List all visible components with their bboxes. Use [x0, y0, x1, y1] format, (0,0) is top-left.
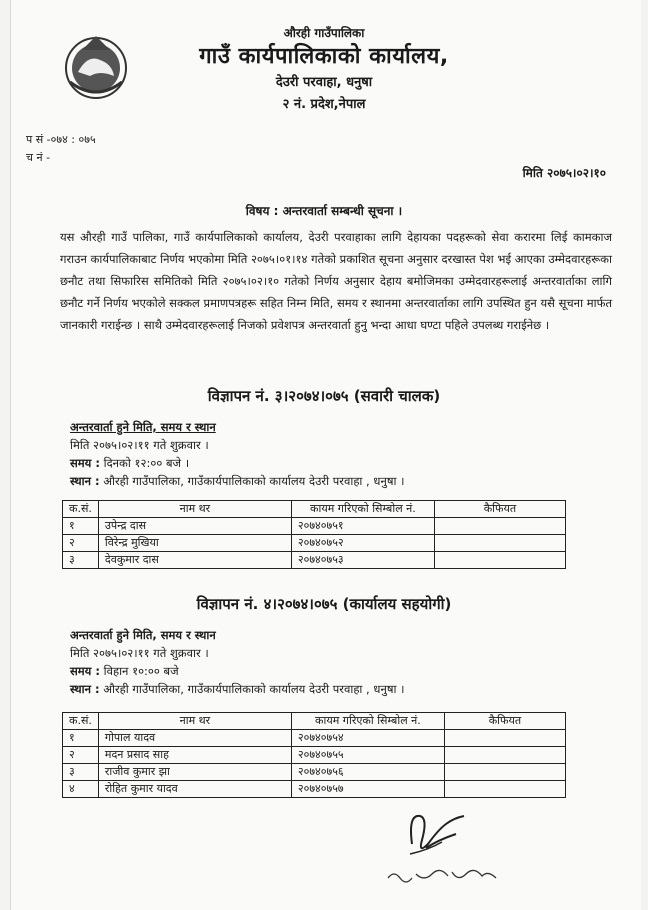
cell-serial: २ — [63, 747, 99, 764]
cell-name: मदन प्रसाद साह — [98, 747, 291, 764]
cell-remarks — [434, 518, 565, 535]
col-remarks: कैफियत — [444, 713, 565, 730]
col-serial: क.सं. — [63, 501, 99, 518]
cell-remarks — [444, 781, 565, 798]
ad-heading-office-assistant: विज्ञापन नं. ४।२०७४।०७५ (कार्यालय सहयोगी) — [196, 595, 452, 613]
municipality-name: औरही गाउँपालिका — [283, 26, 365, 40]
col-remarks: कैफियत — [434, 501, 565, 518]
cell-serial: ४ — [63, 781, 99, 798]
cell-name: देवकुमार दास — [98, 552, 291, 569]
cell-serial: ३ — [63, 764, 99, 781]
signatory-handwritten-name — [384, 864, 504, 888]
table-row — [63, 781, 566, 798]
cell-remarks — [434, 552, 565, 569]
signature-icon — [398, 804, 478, 864]
reference-number: प सं -०७४ : ०७५ — [26, 133, 96, 146]
table-header-row — [63, 713, 566, 730]
interview-details-heading: अन्तरवार्ता हुने मिति, समय र स्थान — [70, 628, 216, 642]
office-province: २ नं. प्रदेश,नेपाल — [282, 97, 366, 112]
col-name: नाम थर — [98, 713, 291, 730]
cell-name: राजीव कुमार झा — [98, 764, 291, 781]
table-row — [63, 518, 566, 535]
office-address: देउरी परवाहा, धनुषा — [275, 75, 373, 90]
candidates-table-office-assistant — [62, 712, 566, 798]
cell-name: गोपाल यादव — [98, 730, 291, 747]
cell-serial: ३ — [63, 552, 99, 569]
table-row — [63, 552, 566, 569]
col-serial: क.सं. — [63, 713, 99, 730]
cell-symbol: २०७४०७५३ — [291, 552, 434, 569]
table-header-row — [63, 501, 566, 518]
ad-heading-driver: विज्ञापन नं. ३।२०७४।०७५ (सवारी चालक) — [207, 387, 441, 405]
interview-time: समय : विहान १०:०० बजे — [70, 664, 179, 678]
cell-symbol: २०७४०७५५ — [291, 747, 444, 764]
candidates-table-driver — [62, 500, 566, 569]
cell-serial: १ — [63, 518, 99, 535]
interview-place: स्थान : औरही गाउँपालिका, गाउँकार्यपालिकाको कार्यालय देउरी परवाहा , धनुषा । — [70, 682, 405, 696]
table-row — [63, 764, 566, 781]
interview-date: मिति २०७५।०२।११ गते शुक्रवार । — [70, 646, 209, 660]
cell-serial: २ — [63, 535, 99, 552]
cell-name: उपेन्द्र दास — [98, 518, 291, 535]
cell-symbol: २०७४०७५१ — [291, 518, 434, 535]
cell-name: विरेन्द्र मुखिया — [98, 535, 291, 552]
col-symbol: कायम गरिएको सिम्बोल नं. — [291, 501, 434, 518]
interview-place: स्थान : औरही गाउँपालिका, गाउँकार्यपालिकाको कार्यालय देउरी परवाहा , धनुषा । — [70, 474, 405, 488]
notice-body: यस औरही गाउँ पालिका, गाउँ कार्यपालिकाको कार्यालय, देउरी परवाहाका लागि देहायका पदहरूको सेवा करारमा लिई कामकाज गराउन कार्यपालिकाबाट निर्णय भएकोमा मिति २०७५।०१।१४ गतेको प्रकाशित सूचना अनुसार दरखास्त पेश भई आएका उम्मेदवारहरूका छनौट तथा सिफारिस समितिको मिति २०७५।०२।१० गतेको निर्णय अनुसार देहाय बमोजिमका उम्मेदवारहरूलाई अन्तरवार्ताका लागि छनौट गर्ने निर्णय भएकोले सक्कल प्रमाणपत्रहरू सहित निम्न मिति, समय र स्थानमा अन्तरवार्ताका लागि उपस्थित हुन यसै सूचना मार्फत जानकारी गराईन्छ । साथै उम्मेदवारहरूलाई निजको प्रवेशपत्र अन्तरवार्ता हुनु भन्दा आधा घण्टा पहिले उपलब्ध गराईनेछ । — [60, 230, 612, 332]
col-symbol: कायम गरिएको सिम्बोल नं. — [291, 713, 444, 730]
col-name: नाम थर — [98, 501, 291, 518]
interview-date: मिति २०७५।०२।११ गते शुक्रवार । — [70, 438, 209, 452]
cell-symbol: २०७४०७५४ — [291, 730, 444, 747]
office-title: गाउँ कार्यपालिकाको कार्यालय, — [199, 44, 449, 69]
dispatch-number: च नं - — [26, 151, 51, 164]
table-row — [63, 747, 566, 764]
interview-time: समय : दिनको १२:०० बजे । — [70, 456, 190, 470]
subject-line: विषय : अन्तरवार्ता सम्बन्धी सूचना । — [245, 204, 403, 218]
cell-name: रोहित कुमार यादव — [98, 781, 291, 798]
document-date: मिति २०७५।०२।१० — [522, 166, 606, 180]
cell-remarks — [444, 764, 565, 781]
cell-remarks — [444, 730, 565, 747]
table-row — [63, 730, 566, 747]
cell-serial: १ — [63, 730, 99, 747]
cell-remarks — [434, 535, 565, 552]
interview-details-heading: अन्तरवार्ता हुने मिति, समय र स्थान — [70, 420, 216, 434]
cell-symbol: २०७४०७५२ — [291, 535, 434, 552]
cell-symbol: २०७४०७५७ — [291, 781, 444, 798]
cell-symbol: २०७४०७५६ — [291, 764, 444, 781]
cell-remarks — [444, 747, 565, 764]
table-row — [63, 535, 566, 552]
